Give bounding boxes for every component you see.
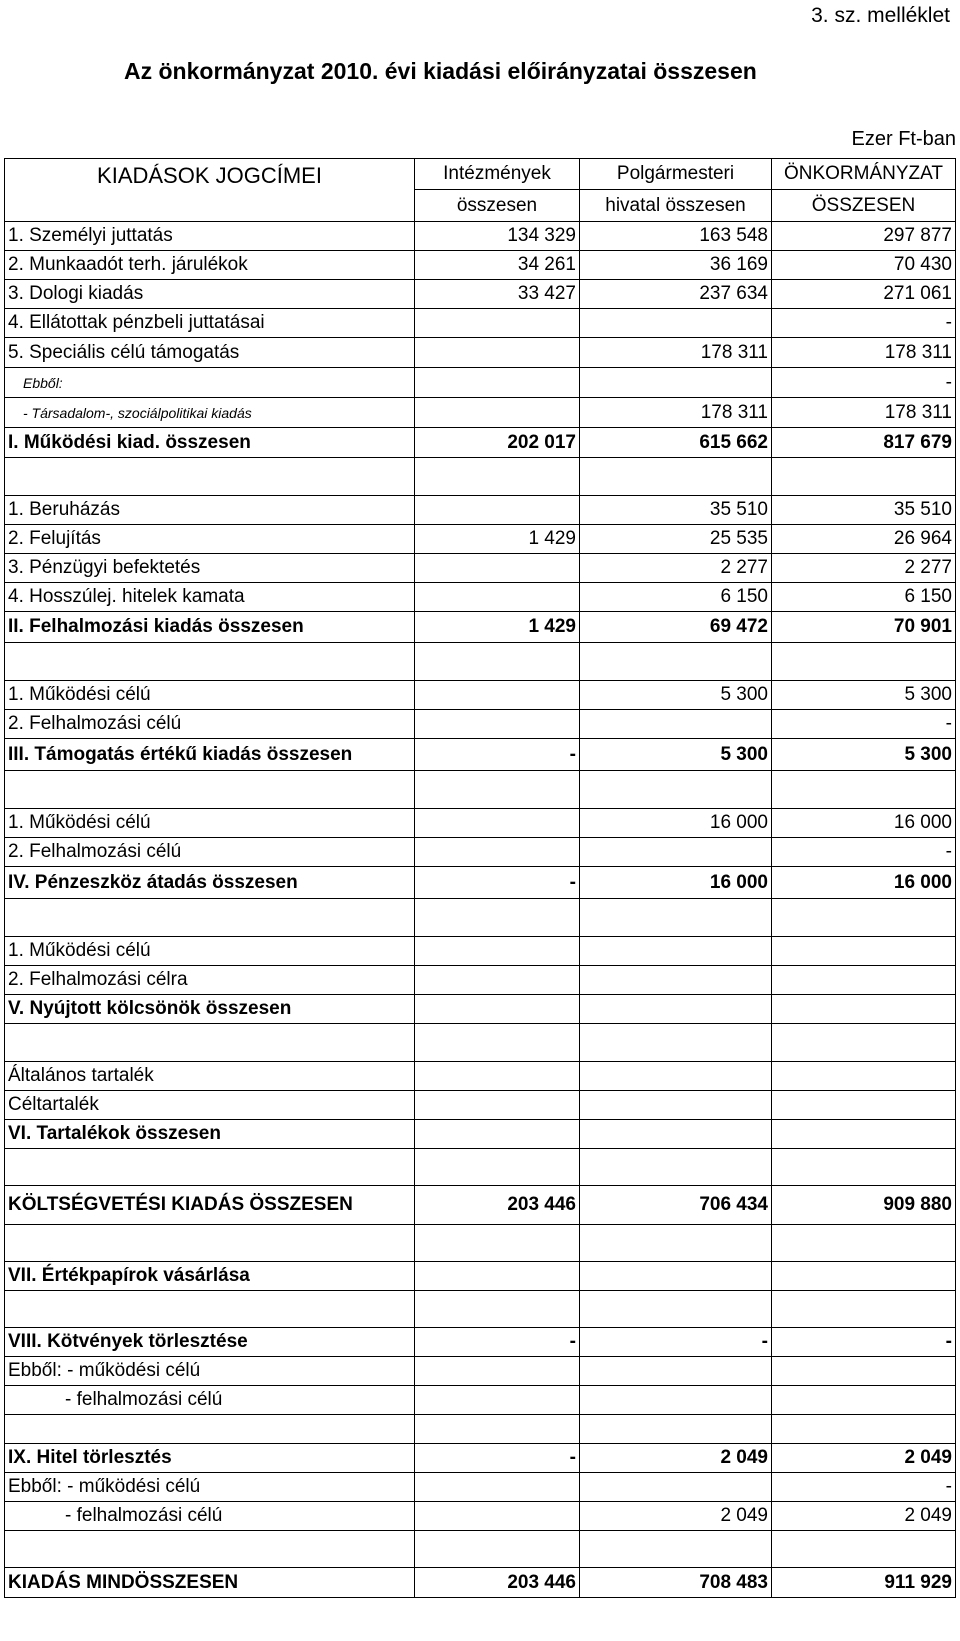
table-row: [5, 739, 956, 771]
value-municipality-total: [772, 1531, 956, 1568]
row-label: 4. Ellátottak pénzbeli juttatásai: [5, 309, 415, 338]
table-row: [5, 1120, 956, 1149]
value-municipality-total: 5 300: [772, 739, 956, 771]
value-municipality-total: 6 150: [772, 583, 956, 612]
value-mayors-office: [580, 1473, 772, 1502]
table-row: [5, 966, 956, 995]
value-municipality-total: -: [772, 309, 956, 338]
row-label: Céltartalék: [5, 1091, 415, 1120]
table-row: [5, 1186, 956, 1225]
row-label: - felhalmozási célú: [5, 1502, 415, 1531]
value-municipality-total: -: [772, 710, 956, 739]
value-municipality-total: 26 964: [772, 525, 956, 554]
value-municipality-total: 16 000: [772, 867, 956, 899]
value-mayors-office: 615 662: [580, 428, 772, 458]
table-row: [5, 937, 956, 966]
value-institutions: -: [415, 1328, 580, 1357]
table-row: [5, 309, 956, 338]
row-label: [5, 1225, 415, 1262]
value-municipality-total: [772, 899, 956, 937]
row-label: Ebből:: [5, 368, 415, 398]
row-label: [5, 643, 415, 681]
budget-table: [4, 158, 956, 1598]
value-mayors-office: [580, 1415, 772, 1444]
value-mayors-office: 163 548: [580, 222, 772, 251]
value-mayors-office: [580, 1091, 772, 1120]
value-institutions: [415, 309, 580, 338]
table-row: [5, 809, 956, 838]
value-municipality-total: [772, 458, 956, 496]
value-institutions: [415, 1225, 580, 1262]
value-mayors-office: [580, 368, 772, 398]
row-label: 2. Felhalmozási célra: [5, 966, 415, 995]
row-label: III. Támogatás értékű kiadás összesen: [5, 739, 415, 771]
value-mayors-office: 2 277: [580, 554, 772, 583]
value-mayors-office: [580, 1225, 772, 1262]
value-mayors-office: [580, 1386, 772, 1415]
value-institutions: 203 446: [415, 1186, 580, 1225]
row-label: 1. Működési célú: [5, 681, 415, 710]
row-label: 2. Munkaadót terh. járulékok: [5, 251, 415, 280]
value-municipality-total: [772, 1415, 956, 1444]
spacer-row: [5, 1225, 956, 1262]
value-institutions: -: [415, 1444, 580, 1473]
table-row: [5, 583, 956, 612]
value-institutions: -: [415, 867, 580, 899]
row-label: [5, 1415, 415, 1444]
header-col3-line2: ÖSSZESEN: [772, 190, 956, 222]
value-mayors-office: [580, 966, 772, 995]
value-institutions: [415, 710, 580, 739]
value-mayors-office: [580, 1062, 772, 1091]
value-municipality-total: [772, 1225, 956, 1262]
value-institutions: [415, 496, 580, 525]
value-mayors-office: [580, 1120, 772, 1149]
value-mayors-office: 2 049: [580, 1444, 772, 1473]
value-mayors-office: [580, 838, 772, 867]
value-institutions: [415, 1291, 580, 1328]
value-mayors-office: [580, 643, 772, 681]
value-municipality-total: [772, 771, 956, 809]
value-municipality-total: [772, 966, 956, 995]
spacer-row: [5, 771, 956, 809]
value-mayors-office: [580, 937, 772, 966]
value-mayors-office: 35 510: [580, 496, 772, 525]
value-municipality-total: 2 277: [772, 554, 956, 583]
table-row: [5, 1386, 956, 1415]
row-label: - felhalmozási célú: [5, 1386, 415, 1415]
row-label: 1. Beruházás: [5, 496, 415, 525]
table-row: [5, 1502, 956, 1531]
value-institutions: 202 017: [415, 428, 580, 458]
header-col1-line1: Intézmények: [415, 159, 580, 190]
table-row: [5, 280, 956, 309]
row-label: [5, 1149, 415, 1186]
row-label: VIII. Kötvények törlesztése: [5, 1328, 415, 1357]
spacer-row: [5, 1291, 956, 1328]
value-mayors-office: 69 472: [580, 612, 772, 643]
value-institutions: [415, 1024, 580, 1062]
value-mayors-office: -: [580, 1328, 772, 1357]
spacer-row: [5, 1531, 956, 1568]
row-label: Általános tartalék: [5, 1062, 415, 1091]
table-row: [5, 251, 956, 280]
row-label: - Társadalom-, szociálpolitikai kiadás: [5, 398, 415, 428]
table-row: [5, 1091, 956, 1120]
spacer-row: [5, 458, 956, 496]
value-mayors-office: 16 000: [580, 867, 772, 899]
value-institutions: 33 427: [415, 280, 580, 309]
value-mayors-office: [580, 995, 772, 1024]
table-row: [5, 867, 956, 899]
value-institutions: [415, 554, 580, 583]
table-row: [5, 710, 956, 739]
row-label: [5, 1024, 415, 1062]
row-label: Ebből: - működési célú: [5, 1357, 415, 1386]
value-institutions: [415, 809, 580, 838]
value-municipality-total: [772, 1262, 956, 1291]
value-mayors-office: [580, 458, 772, 496]
table-row: [5, 554, 956, 583]
value-municipality-total: [772, 1149, 956, 1186]
row-label: 3. Dologi kiadás: [5, 280, 415, 309]
value-municipality-total: [772, 995, 956, 1024]
table-row: [5, 838, 956, 867]
value-mayors-office: 178 311: [580, 338, 772, 368]
value-municipality-total: [772, 1091, 956, 1120]
value-institutions: [415, 1415, 580, 1444]
value-institutions: [415, 899, 580, 937]
table-row: [5, 995, 956, 1024]
value-mayors-office: [580, 1291, 772, 1328]
table-row: [5, 1328, 956, 1357]
value-mayors-office: [580, 1262, 772, 1291]
value-institutions: [415, 1120, 580, 1149]
value-mayors-office: [580, 1024, 772, 1062]
value-municipality-total: 70 430: [772, 251, 956, 280]
value-institutions: [415, 966, 580, 995]
value-institutions: [415, 338, 580, 368]
value-institutions: 1 429: [415, 525, 580, 554]
value-mayors-office: [580, 1531, 772, 1568]
value-mayors-office: 706 434: [580, 1186, 772, 1225]
value-municipality-total: [772, 1357, 956, 1386]
value-mayors-office: [580, 710, 772, 739]
row-label: 4. Hosszúlej. hitelek kamata: [5, 583, 415, 612]
table-row: [5, 222, 956, 251]
value-mayors-office: 36 169: [580, 251, 772, 280]
spacer-row: [5, 1415, 956, 1444]
value-institutions: 1 429: [415, 612, 580, 643]
table-row: [5, 681, 956, 710]
table-row: [5, 398, 956, 428]
header-row-1: [5, 159, 956, 190]
value-municipality-total: 70 901: [772, 612, 956, 643]
header-col1-line2: összesen: [415, 190, 580, 222]
value-mayors-office: 16 000: [580, 809, 772, 838]
row-label: [5, 1531, 415, 1568]
row-label: IX. Hitel törlesztés: [5, 1444, 415, 1473]
row-label: [5, 1291, 415, 1328]
value-mayors-office: 237 634: [580, 280, 772, 309]
table-row: [5, 612, 956, 643]
value-mayors-office: [580, 309, 772, 338]
unit-label: Ezer Ft-ban: [851, 128, 956, 150]
value-mayors-office: 6 150: [580, 583, 772, 612]
value-municipality-total: -: [772, 1328, 956, 1357]
value-institutions: [415, 583, 580, 612]
spacer-row: [5, 899, 956, 937]
value-municipality-total: 817 679: [772, 428, 956, 458]
value-institutions: [415, 1091, 580, 1120]
table-row: [5, 496, 956, 525]
spacer-row: [5, 643, 956, 681]
header-col2-line1: Polgármesteri: [580, 159, 772, 190]
header-col2-line2: hivatal összesen: [580, 190, 772, 222]
row-label: 2. Felhalmozási célú: [5, 710, 415, 739]
spacer-row: [5, 1024, 956, 1062]
value-municipality-total: 5 300: [772, 681, 956, 710]
spacer-row: [5, 1149, 956, 1186]
value-municipality-total: [772, 1120, 956, 1149]
value-mayors-office: [580, 1149, 772, 1186]
value-institutions: [415, 995, 580, 1024]
value-municipality-total: 911 929: [772, 1568, 956, 1598]
value-municipality-total: 178 311: [772, 398, 956, 428]
value-institutions: [415, 1357, 580, 1386]
row-label: [5, 899, 415, 937]
header-col3-line1: ÖNKORMÁNYZAT: [772, 159, 956, 190]
row-label: VI. Tartalékok összesen: [5, 1120, 415, 1149]
value-institutions: [415, 1262, 580, 1291]
value-mayors-office: [580, 899, 772, 937]
value-municipality-total: 271 061: [772, 280, 956, 309]
value-mayors-office: 178 311: [580, 398, 772, 428]
row-label: 2. Felujítás: [5, 525, 415, 554]
row-label: Ebből: - működési célú: [5, 1473, 415, 1502]
value-mayors-office: 708 483: [580, 1568, 772, 1598]
value-institutions: [415, 771, 580, 809]
value-institutions: [415, 368, 580, 398]
value-municipality-total: [772, 1062, 956, 1091]
row-label: I. Működési kiad. összesen: [5, 428, 415, 458]
value-municipality-total: 35 510: [772, 496, 956, 525]
table-row: [5, 368, 956, 398]
row-label: [5, 771, 415, 809]
value-municipality-total: [772, 1291, 956, 1328]
value-institutions: [415, 1473, 580, 1502]
value-mayors-office: [580, 771, 772, 809]
value-mayors-office: 25 535: [580, 525, 772, 554]
value-municipality-total: [772, 937, 956, 966]
table-row: [5, 1062, 956, 1091]
value-municipality-total: [772, 1386, 956, 1415]
value-municipality-total: [772, 643, 956, 681]
table-row: [5, 1568, 956, 1598]
row-label: KÖLTSÉGVETÉSI KIADÁS ÖSSZESEN: [5, 1186, 415, 1225]
value-institutions: [415, 1149, 580, 1186]
header-label: KIADÁSOK JOGCÍMEI: [5, 159, 415, 222]
value-mayors-office: 5 300: [580, 681, 772, 710]
value-municipality-total: -: [772, 838, 956, 867]
row-label: IV. Pénzeszköz átadás összesen: [5, 867, 415, 899]
value-institutions: [415, 1502, 580, 1531]
table-row: [5, 1357, 956, 1386]
table-row: [5, 1473, 956, 1502]
value-municipality-total: 16 000: [772, 809, 956, 838]
row-label: 2. Felhalmozási célú: [5, 838, 415, 867]
value-municipality-total: 178 311: [772, 338, 956, 368]
value-municipality-total: -: [772, 1473, 956, 1502]
value-institutions: [415, 398, 580, 428]
value-institutions: 134 329: [415, 222, 580, 251]
value-institutions: [415, 937, 580, 966]
value-municipality-total: 297 877: [772, 222, 956, 251]
value-institutions: [415, 681, 580, 710]
value-municipality-total: 2 049: [772, 1502, 956, 1531]
page-title: Az önkormányzat 2010. évi kiadási előirányzatai összesen: [124, 58, 757, 84]
value-institutions: 34 261: [415, 251, 580, 280]
row-label: II. Felhalmozási kiadás összesen: [5, 612, 415, 643]
value-institutions: [415, 1386, 580, 1415]
row-label: 1. Működési célú: [5, 809, 415, 838]
table-row: [5, 525, 956, 554]
row-label: 5. Speciális célú támogatás: [5, 338, 415, 368]
value-institutions: [415, 838, 580, 867]
value-municipality-total: [772, 1024, 956, 1062]
row-label: 3. Pénzügyi befektetés: [5, 554, 415, 583]
row-label: [5, 458, 415, 496]
value-municipality-total: 909 880: [772, 1186, 956, 1225]
row-label: VII. Értékpapírok vásárlása: [5, 1262, 415, 1291]
value-municipality-total: -: [772, 368, 956, 398]
row-label: 1. Működési célú: [5, 937, 415, 966]
value-institutions: [415, 1062, 580, 1091]
row-label: KIADÁS MINDÖSSZESEN: [5, 1568, 415, 1598]
table-row: [5, 1262, 956, 1291]
value-municipality-total: 2 049: [772, 1444, 956, 1473]
table-row: [5, 338, 956, 368]
row-label: V. Nyújtott kölcsönök összesen: [5, 995, 415, 1024]
value-mayors-office: [580, 1357, 772, 1386]
value-mayors-office: 2 049: [580, 1502, 772, 1531]
value-institutions: [415, 1531, 580, 1568]
table-row: [5, 1444, 956, 1473]
value-institutions: 203 446: [415, 1568, 580, 1598]
value-institutions: [415, 643, 580, 681]
value-institutions: [415, 458, 580, 496]
annex-label: 3. sz. melléklet: [811, 4, 950, 27]
table-row: [5, 428, 956, 458]
value-institutions: -: [415, 739, 580, 771]
row-label: 1. Személyi juttatás: [5, 222, 415, 251]
value-mayors-office: 5 300: [580, 739, 772, 771]
